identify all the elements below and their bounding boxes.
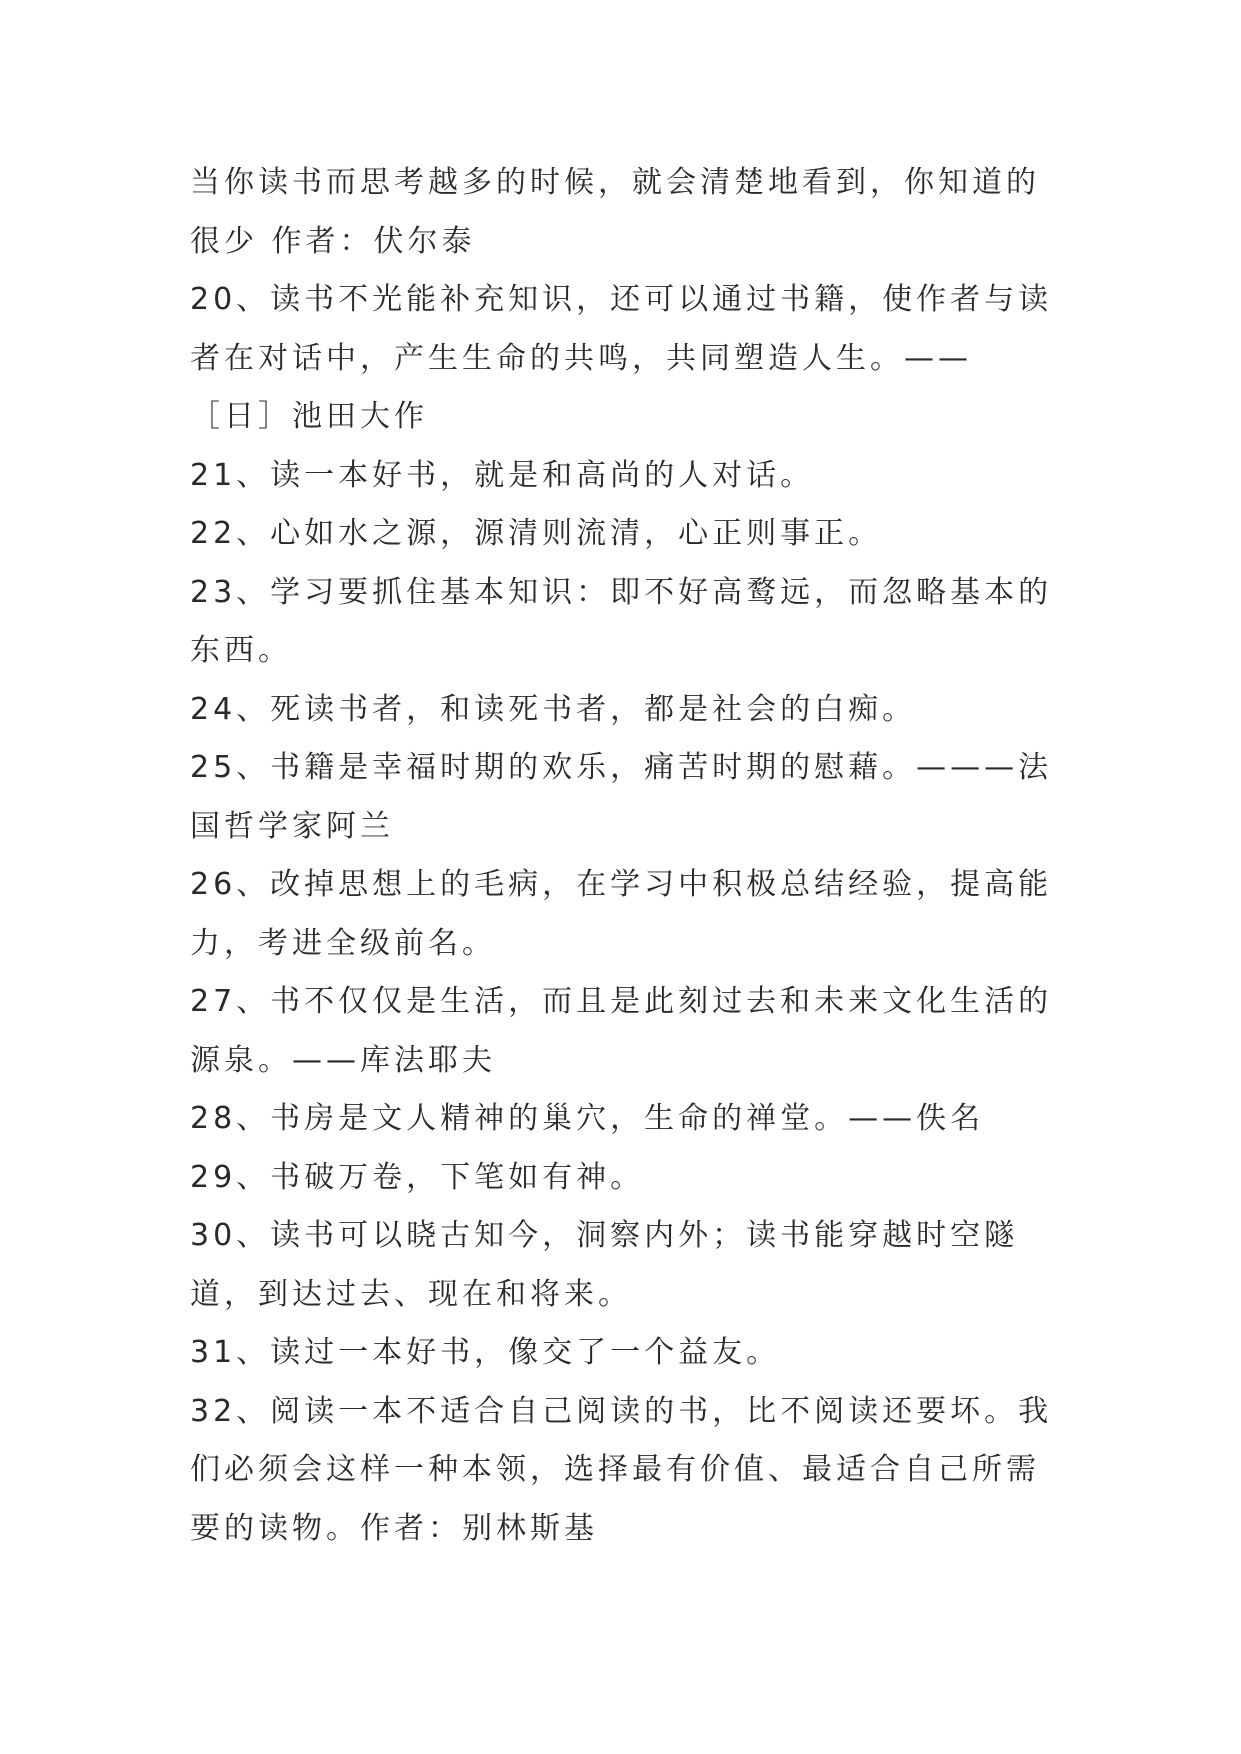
quote-paragraph: 25、书籍是幸福时期的欢乐，痛苦时期的慰藉。———法国哲学家阿兰 <box>190 750 1053 844</box>
quote-paragraph: 31、读过一本好书，像交了一个益友。 <box>190 1335 781 1370</box>
quote-paragraph: 24、死读书者，和读死书者，都是社会的白痴。 <box>190 691 917 727</box>
quote-paragraph: 29、书破万卷，下笔如有神。 <box>190 1159 645 1195</box>
quote-paragraph: 23、学习要抓住基本知识：即不好高鹜远，而忽略基本的东西。 <box>190 574 1053 668</box>
quote-paragraph: 22、心如水之源，源清则流清，心正则事正。 <box>190 516 883 551</box>
document-page <box>190 154 1070 1558</box>
quote-paragraph: 28、书房是文人精神的巢穴，生命的禅堂。——佚名 <box>190 1101 985 1136</box>
quote-paragraph: 32、阅读一本不适合自己阅读的书，比不阅读还要坏。我们必须会这样一种本领，选择最有价值、最适合自己所需要的读物。作者：别林斯基 <box>190 1393 1053 1546</box>
quote-paragraph: 30、读书可以晓古知今，洞察内外；读书能穿越时空隧道，到达过去、现在和将来。 <box>190 1218 1019 1312</box>
quote-paragraph: 27、书不仅仅是生活，而且是此刻过去和未来文化生活的源泉。——库法耶夫 <box>190 984 1053 1078</box>
quote-paragraph: 当你读书而思考越多的时候，就会清楚地看到，你知道的很少 作者：伏尔泰 <box>190 165 1040 259</box>
quote-paragraph: 26、改掉思想上的毛病，在学习中积极总结经验，提高能力，考进全级前名。 <box>190 867 1053 961</box>
quote-paragraph: 20、读书不光能补充知识，还可以通过书籍，使作者与读者在对话中，产生生命的共鸣，共同塑造人生。—— ［日］池田大作 <box>190 282 1053 434</box>
quote-paragraph: 21、读一本好书，就是和高尚的人对话。 <box>190 457 815 493</box>
